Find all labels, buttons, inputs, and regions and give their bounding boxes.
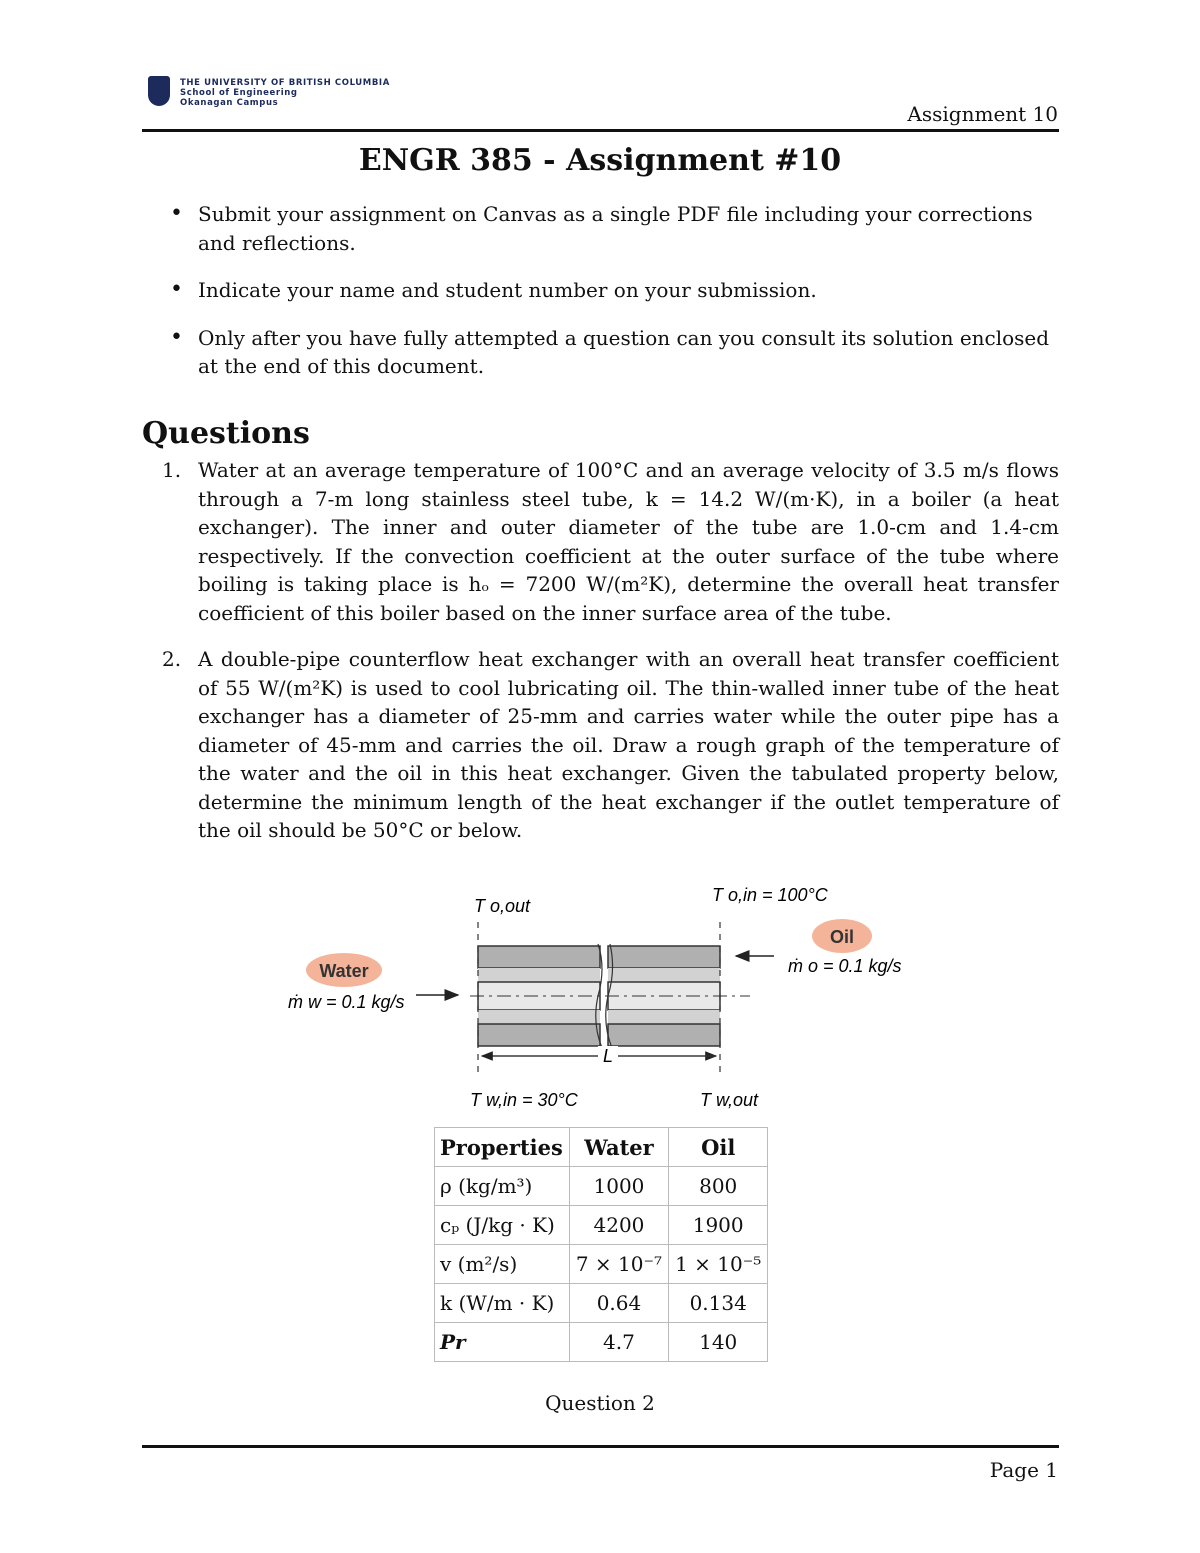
instruction-item: • Submit your assignment on Canvas as a single PDF file including your corrections and reflections.: [160, 200, 1060, 257]
table-cell: 0.64: [569, 1284, 668, 1323]
table-cell: 4.7: [569, 1323, 668, 1362]
table-cell: 4200: [569, 1206, 668, 1245]
table-cell: 140: [669, 1323, 768, 1362]
table-cell: Pr: [435, 1323, 570, 1362]
question-number: 2.: [162, 647, 182, 671]
water-inlet-temp-label: T w,in = 30°C: [470, 1090, 578, 1110]
oil-outlet-temp-label: T o,out: [474, 896, 531, 916]
page-title: ENGR 385 - Assignment #10: [358, 143, 842, 178]
table-header-cell: Oil: [669, 1128, 768, 1167]
header-rule: [142, 129, 1059, 132]
table-row: [435, 1206, 768, 1245]
section-heading: Questions: [142, 416, 310, 451]
instruction-item: • Indicate your name and student number on your submission.: [160, 276, 1060, 305]
table-row: [435, 1167, 768, 1206]
table-cell: 800: [669, 1167, 768, 1206]
university-name: [180, 78, 390, 108]
water-badge-label: Water: [319, 961, 369, 981]
footer-rule: [142, 1445, 1059, 1448]
table-cell: 1 × 10⁻⁵: [669, 1245, 768, 1284]
table-cell: v (m²/s): [435, 1245, 570, 1284]
table-header-cell: Properties: [435, 1128, 570, 1167]
water-flow-rate-label: ṁ w = 0.1 kg/s: [288, 992, 405, 1012]
table-cell: 0.134: [669, 1284, 768, 1323]
water-outlet-temp-label: T w,out: [700, 1090, 759, 1110]
campus-line: Okanagan Campus: [180, 98, 279, 108]
question-number: 1.: [162, 458, 182, 482]
table-header-cell: Water: [569, 1128, 668, 1167]
outer-shell-top: [478, 946, 600, 968]
annulus-bottom: [478, 1010, 600, 1024]
property-table: [434, 1127, 768, 1362]
table-row: [435, 1323, 768, 1362]
table-header-row: [435, 1128, 768, 1167]
instruction-list: [160, 200, 1060, 400]
table-row: [435, 1284, 768, 1323]
question-list: [160, 456, 1059, 845]
table-cell: 1000: [569, 1167, 668, 1206]
university-crest-icon: [148, 76, 170, 106]
oil-flow-rate-label: ṁ o = 0.1 kg/s: [788, 956, 902, 976]
length-label: L: [602, 1046, 614, 1066]
annulus-top: [608, 968, 720, 982]
table-row: [435, 1245, 768, 1284]
running-title: Assignment 10: [907, 102, 1058, 126]
heat-exchanger-diagram: [280, 878, 920, 1118]
figure-caption: Question 2: [545, 1391, 655, 1415]
table-cell: cₚ (J/kg · K): [435, 1206, 570, 1245]
school-line: School of Engineering: [180, 88, 298, 98]
table-cell: 7 × 10⁻⁷: [569, 1245, 668, 1284]
outer-shell-top: [608, 946, 720, 968]
oil-badge-label: Oil: [829, 927, 855, 947]
table-cell: ρ (kg/m³): [435, 1167, 570, 1206]
table-cell: 1900: [669, 1206, 768, 1245]
annulus-bottom: [608, 1010, 720, 1024]
question-text: A double-pipe counterflow heat exchanger with an overall heat transfer coefficient of 55 W/(m²K) is used to cool lubricating oil. The thin-walled inner tube of the heat exchanger has a diameter of 25-mm and carries water while the outer pipe has a diameter of 45-mm and carries the oil. Draw a rough graph of the temperature of the water and the oil in this heat exchanger. Given the tabulated property below, determine the minimum length of the heat exchanger if the outlet temperature of the oil should be 50°C or below.: [198, 647, 1059, 842]
instruction-item: • Only after you have fully attempted a question can you consult its solution enclosed at the end of this document.: [160, 324, 1060, 381]
table-cell: k (W/m · K): [435, 1284, 570, 1323]
university-line: THE UNIVERSITY OF BRITISH COLUMBIA: [180, 78, 390, 88]
question-item: [160, 645, 1059, 845]
oil-inlet-temp-label: T o,in = 100°C: [712, 885, 828, 905]
outer-shell-bottom: [608, 1024, 720, 1046]
question-item: [160, 456, 1059, 627]
page-number: Page 1: [989, 1458, 1058, 1482]
question-text: Water at an average temperature of 100°C and an average velocity of 3.5 m/s flows through a 7-m long stainless steel tube, k = 14.2 W/(m·K), in a boiler (a heat exchanger). The inner and outer diameter of the tube are 1.0-cm and 1.4-cm respectively. If the convection coefficient at the outer surface of the tube where boiling is taking place is hₒ = 7200 W/(m²K), determine the overall heat transfer coefficient of this boiler based on the inner surface area of the tube.: [198, 458, 1059, 625]
outer-shell-bottom: [478, 1024, 600, 1046]
annulus-top: [478, 968, 600, 982]
